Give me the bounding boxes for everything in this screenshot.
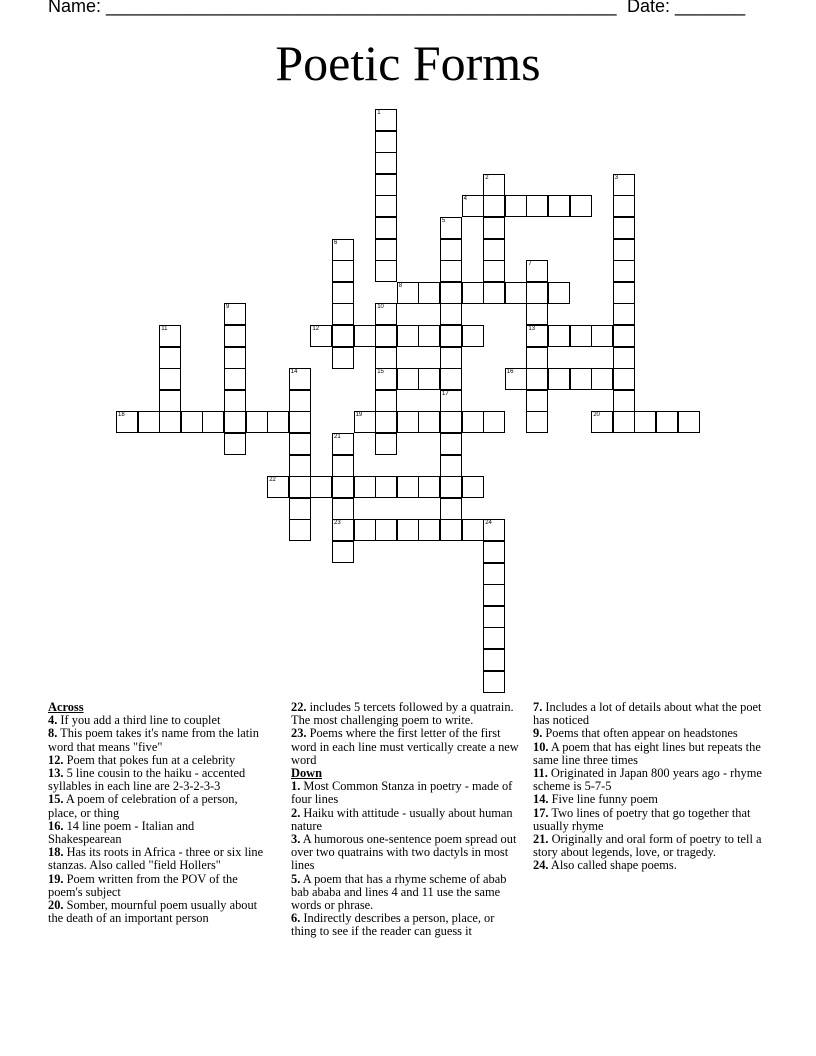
clue-number-label: 12. [48, 752, 64, 767]
clue-number-label: 16. [48, 818, 64, 833]
clue-item [48, 873, 268, 899]
crossword-cell[interactable] [526, 347, 548, 369]
crossword-cell[interactable] [159, 325, 181, 347]
crossword-cell[interactable] [483, 606, 505, 628]
crossword-cell[interactable] [483, 563, 505, 585]
crossword-cell[interactable] [656, 411, 678, 433]
crossword-cell[interactable] [483, 541, 505, 563]
crossword-cell[interactable] [397, 519, 419, 541]
clue-number: 15 [377, 369, 384, 376]
crossword-cell[interactable] [613, 174, 635, 196]
crossword-cell[interactable] [289, 476, 311, 498]
crossword-cell[interactable] [397, 325, 419, 347]
crossword-cell[interactable] [526, 303, 548, 325]
clue-number-label: 23. [291, 726, 307, 741]
crossword-cell[interactable] [375, 303, 397, 325]
page-title: Poetic Forms [275, 35, 541, 91]
crossword-cell[interactable] [570, 368, 592, 390]
clue-number: 3 [614, 174, 619, 181]
crossword-cell[interactable] [289, 411, 311, 433]
crossword-cell[interactable] [548, 195, 570, 217]
crossword-cell[interactable] [591, 368, 613, 390]
clue-number: 19 [355, 412, 363, 419]
clue-number: 23 [334, 520, 341, 527]
clue-number: 22 [269, 477, 276, 484]
clue-number-label: 3. [291, 832, 301, 847]
clue-number: 16 [506, 369, 514, 376]
crossword-cell[interactable] [181, 411, 203, 433]
crossword-cell[interactable] [418, 476, 440, 498]
crossword-cell[interactable] [375, 411, 397, 433]
clue-text: Originally and oral form of poetry to tell a story about legends, love, or tragedy. [533, 832, 762, 860]
crossword-cell[interactable] [678, 411, 700, 433]
clue-text: This poem takes it's name from the latin word that means "five" [48, 726, 259, 754]
clue-number-label: 17. [533, 805, 549, 820]
crossword-cell[interactable] [354, 519, 376, 541]
clue-number-label: 13. [48, 766, 64, 781]
crossword-cell[interactable] [548, 325, 570, 347]
crossword-cell[interactable] [613, 347, 635, 369]
clue-item [48, 727, 268, 753]
crossword-cell[interactable] [570, 195, 592, 217]
crossword-cell[interactable] [548, 282, 570, 304]
clue-text: Has its roots in Africa - three or six line stanzas. Also called "field Hollers" [48, 845, 264, 873]
clue-number-label: 24. [533, 858, 549, 873]
crossword-cell[interactable] [418, 411, 440, 433]
crossword-cell[interactable] [375, 325, 397, 347]
crossword-cell[interactable] [613, 195, 635, 217]
crossword-cell[interactable] [462, 325, 484, 347]
crossword-cell[interactable] [375, 152, 397, 174]
crossword-cell[interactable] [613, 303, 635, 325]
crossword-cell[interactable] [483, 649, 505, 671]
clue-number: 9 [226, 304, 230, 311]
clue-item [291, 807, 519, 833]
clue-number: 5 [442, 218, 446, 224]
crossword-cell[interactable] [483, 671, 505, 693]
crossword-cell[interactable] [375, 368, 397, 390]
crossword-cell[interactable] [224, 390, 246, 412]
crossword-cell[interactable] [462, 411, 484, 433]
clue-text: Two lines of poetry that go together that usually rhyme [533, 805, 751, 833]
clue-text: Five line funny poem [548, 792, 658, 807]
crossword-cell[interactable] [332, 325, 354, 347]
crossword-cell[interactable] [440, 411, 462, 433]
crossword-cell[interactable] [526, 260, 548, 282]
clue-number-label: 4. [48, 713, 58, 728]
crossword-cell[interactable] [224, 325, 246, 347]
clue-text: Poem that pokes fun at a celebrity [63, 752, 236, 767]
crossword-cell[interactable] [375, 390, 397, 412]
clue-number: 8 [398, 282, 403, 289]
crossword-cell[interactable] [418, 282, 440, 304]
crossword-cell[interactable] [462, 282, 484, 304]
clue-item [291, 912, 519, 938]
crossword-cell[interactable] [159, 368, 181, 390]
crossword-cell[interactable] [332, 541, 354, 563]
crossword-cell[interactable] [613, 325, 635, 347]
crossword-cell[interactable] [418, 368, 440, 390]
clue-item [48, 767, 268, 793]
crossword-cell[interactable] [483, 519, 505, 541]
crossword-cell[interactable] [116, 411, 138, 433]
clue-text: A humorous one-sentence poem spread out over two quatrains with two dactyls in most lines [291, 832, 517, 873]
crossword-cell[interactable] [526, 282, 548, 304]
crossword-cell[interactable] [526, 195, 548, 217]
clue-text: Poems that often appear on headstones [542, 726, 738, 741]
crossword-cell[interactable] [332, 498, 354, 520]
crossword-cell[interactable] [332, 260, 354, 282]
clue-number: 11 [161, 326, 168, 332]
crossword-cell[interactable] [591, 411, 613, 433]
clue-column-1 [48, 701, 268, 925]
crossword-cell[interactable] [159, 347, 181, 369]
crossword-cell[interactable] [548, 368, 570, 390]
crossword-cell[interactable] [526, 325, 548, 347]
crossword-cell[interactable] [224, 411, 246, 433]
clue-text: A poem that has a rhyme scheme of abab bab ababa and lines 4 and 11 use the same words or phrase. [291, 871, 507, 913]
clue-item [291, 727, 519, 767]
crossword-cell[interactable] [354, 325, 376, 347]
clue-number-label: 9. [533, 726, 543, 741]
crossword-cell[interactable] [354, 476, 376, 498]
clue-number: 1 [377, 110, 381, 116]
clue-number: 7 [528, 261, 532, 268]
clue-text: If you add a third line to couplet [57, 713, 221, 728]
crossword-cell[interactable] [289, 455, 311, 477]
crossword-cell[interactable] [570, 325, 592, 347]
crossword-cell[interactable] [159, 411, 181, 433]
crossword-cell[interactable] [440, 239, 462, 261]
crossword-cell[interactable] [483, 195, 505, 217]
crossword-cell[interactable] [397, 368, 419, 390]
crossword-cell[interactable] [483, 217, 505, 239]
clue-item [291, 873, 519, 913]
crossword-cell[interactable] [375, 476, 397, 498]
clue-text: Indirectly describes a person, place, or thing to see if the reader can guess it [291, 911, 495, 939]
clue-text: 5 line cousin to the haiku - accented syllables in each line are 2-3-2-3-3 [48, 766, 246, 794]
crossword-cell[interactable] [418, 325, 440, 347]
crossword-cell[interactable] [613, 368, 635, 390]
clue-number: 14 [290, 369, 298, 376]
date-line: Date: _______ [627, 0, 746, 16]
crossword-cell[interactable] [375, 519, 397, 541]
clue-number-label: 18. [48, 845, 64, 860]
crossword-cell[interactable] [462, 476, 484, 498]
crossword-cell[interactable] [613, 217, 635, 239]
clue-item [48, 899, 268, 925]
crossword-cell[interactable] [138, 411, 160, 433]
clue-number-label: 2. [291, 805, 301, 820]
clue-item [291, 780, 519, 806]
crossword-cell[interactable] [440, 433, 462, 455]
clue-number: 4 [463, 196, 467, 203]
crossword-cell[interactable] [224, 433, 246, 455]
crossword-cell[interactable] [613, 239, 635, 261]
crossword-cell[interactable] [289, 433, 311, 455]
clue-number-label: 1. [291, 779, 301, 794]
clue-text: Also called shape poems. [548, 858, 677, 873]
crossword-cell[interactable] [483, 584, 505, 606]
crossword-cell[interactable] [440, 455, 462, 477]
clue-number: 18 [118, 412, 125, 419]
clue-number: 24 [485, 520, 492, 527]
clue-number: 21 [334, 434, 341, 440]
clue-number-label: 11. [533, 766, 548, 781]
crossword-cell[interactable] [332, 347, 354, 369]
crossword-cell[interactable] [526, 368, 548, 390]
crossword-cell[interactable] [440, 282, 462, 304]
clue-number-label: 21. [533, 832, 549, 847]
crossword-cell[interactable] [613, 260, 635, 282]
crossword-cell[interactable] [397, 411, 419, 433]
crossword-cell[interactable] [375, 109, 397, 131]
crossword-cell[interactable] [397, 476, 419, 498]
crossword-cell[interactable] [483, 239, 505, 261]
clue-number: 20 [593, 412, 600, 419]
crossword-cell[interactable] [332, 239, 354, 261]
clue-number-label: 19. [48, 871, 64, 886]
crossword-cell[interactable] [159, 390, 181, 412]
clue-number: 2 [485, 174, 489, 181]
crossword-cell[interactable] [267, 411, 289, 433]
clue-item [533, 807, 768, 833]
clue-text: A poem of celebration of a person, place, or thing [48, 792, 238, 820]
crossword-cell[interactable] [613, 390, 635, 412]
crossword-cell[interactable] [418, 519, 440, 541]
crossword-cell[interactable] [483, 282, 505, 304]
crossword-cell[interactable] [332, 455, 354, 477]
crossword-cell[interactable] [483, 174, 505, 196]
crossword-cell[interactable] [440, 476, 462, 498]
clue-number: 17 [442, 390, 449, 397]
crossword-cell[interactable] [375, 347, 397, 369]
crossword-cell[interactable] [375, 195, 397, 217]
crossword-cell[interactable] [505, 195, 527, 217]
crossword-cell[interactable] [375, 174, 397, 196]
crossword-cell[interactable] [332, 433, 354, 455]
clue-item [533, 701, 768, 727]
clue-column-2 [291, 701, 519, 939]
crossword-cell[interactable] [375, 131, 397, 153]
crossword-cell[interactable] [375, 433, 397, 455]
crossword-cell[interactable] [462, 195, 484, 217]
crossword-cell[interactable] [505, 368, 527, 390]
clue-item [291, 701, 519, 727]
crossword-cell[interactable] [332, 303, 354, 325]
clue-number-label: 22. [291, 700, 307, 714]
crossword-cell[interactable] [267, 476, 289, 498]
crossword-cell[interactable] [591, 325, 613, 347]
section-heading: Down [291, 766, 322, 781]
crossword-cell[interactable] [332, 282, 354, 304]
crossword-cell[interactable] [440, 498, 462, 520]
clue-number-label: 8. [48, 726, 58, 741]
clue-item [291, 833, 519, 873]
crossword-cell[interactable] [332, 519, 354, 541]
clue-item [533, 767, 768, 793]
crossword-cell[interactable] [483, 411, 505, 433]
crossword-cell[interactable] [440, 519, 462, 541]
crossword-cell[interactable] [440, 217, 462, 239]
crossword-cell[interactable] [289, 498, 311, 520]
clue-item [533, 741, 768, 767]
crossword-cell[interactable] [354, 411, 376, 433]
crossword-cell[interactable] [289, 390, 311, 412]
clue-number: 12 [312, 326, 320, 332]
clue-item [48, 793, 268, 819]
crossword-cell[interactable] [375, 260, 397, 282]
crossword-cell[interactable] [310, 325, 332, 347]
crossword-cell[interactable] [440, 368, 462, 390]
clue-text: Includes a lot of details about what the poet has noticed [533, 700, 762, 728]
crossword-cell[interactable] [483, 260, 505, 282]
clue-text: 14 line poem - Italian and Shakespearean [48, 818, 195, 847]
clue-number-label: 5. [291, 871, 301, 886]
clue-text: A poem that has eight lines but repeats the same line three times [533, 739, 761, 767]
crossword-cell[interactable] [289, 368, 311, 390]
clue-item [48, 846, 268, 872]
crossword-cell[interactable] [526, 411, 548, 433]
clue-item [533, 859, 768, 872]
clue-column-3 [533, 701, 768, 873]
crossword-cell[interactable] [505, 282, 527, 304]
crossword-cell[interactable] [375, 217, 397, 239]
section-heading: Across [48, 700, 84, 714]
clue-text: includes 5 tercets followed by a quatrain. The most challenging poem to write. [291, 700, 514, 728]
crossword-cell[interactable] [289, 519, 311, 541]
clue-text: Most Common Stanza in poetry - made of four lines [291, 779, 513, 807]
clue-text: Haiku with attitude - usually about human nature [291, 805, 513, 833]
crossword-cell[interactable] [483, 627, 505, 649]
clue-number-label: 10. [533, 739, 549, 754]
crossword-cell[interactable] [634, 411, 656, 433]
clue-number-label: 7. [533, 700, 543, 714]
crossword-cell[interactable] [440, 303, 462, 325]
crossword-cell[interactable] [462, 519, 484, 541]
crossword-cell[interactable] [440, 325, 462, 347]
crossword-cell[interactable] [613, 411, 635, 433]
crossword-cell[interactable] [224, 368, 246, 390]
clue-number: 6 [334, 239, 338, 246]
clue-text: Somber, mournful poem usually about the death of an important person [48, 898, 258, 926]
crossword-cell[interactable] [440, 260, 462, 282]
clue-number-label: 14. [533, 792, 549, 807]
clue-number-label: 6. [291, 911, 301, 926]
clue-number-label: 20. [48, 898, 64, 913]
crossword-cell[interactable] [202, 411, 224, 433]
clue-text: Originated in Japan 800 years ago - rhyme scheme is 5-7-5 [533, 766, 762, 794]
crossword-cell[interactable] [397, 282, 419, 304]
crossword-cell[interactable] [440, 390, 462, 412]
crossword-cell[interactable] [310, 476, 332, 498]
clue-text: Poem written from the POV of the poem's subject [48, 871, 238, 899]
crossword-cell[interactable] [224, 303, 246, 325]
clue-number-label: 15. [48, 792, 64, 807]
name-line: Name: ___________________________________________________ [48, 0, 617, 16]
clue-text: Poems where the first letter of the first word in each line must vertically create a new word [291, 726, 519, 767]
crossword-cell[interactable] [440, 347, 462, 369]
crossword-cell[interactable] [613, 282, 635, 304]
clue-item [48, 820, 268, 846]
clue-number: 10 [377, 304, 384, 311]
crossword-cell[interactable] [526, 390, 548, 412]
clue-number: 13 [528, 326, 536, 332]
crossword-cell[interactable] [375, 239, 397, 261]
crossword-cell[interactable] [332, 476, 354, 498]
crossword-cell[interactable] [224, 347, 246, 369]
crossword-cell[interactable] [246, 411, 268, 433]
clue-item [533, 833, 768, 859]
